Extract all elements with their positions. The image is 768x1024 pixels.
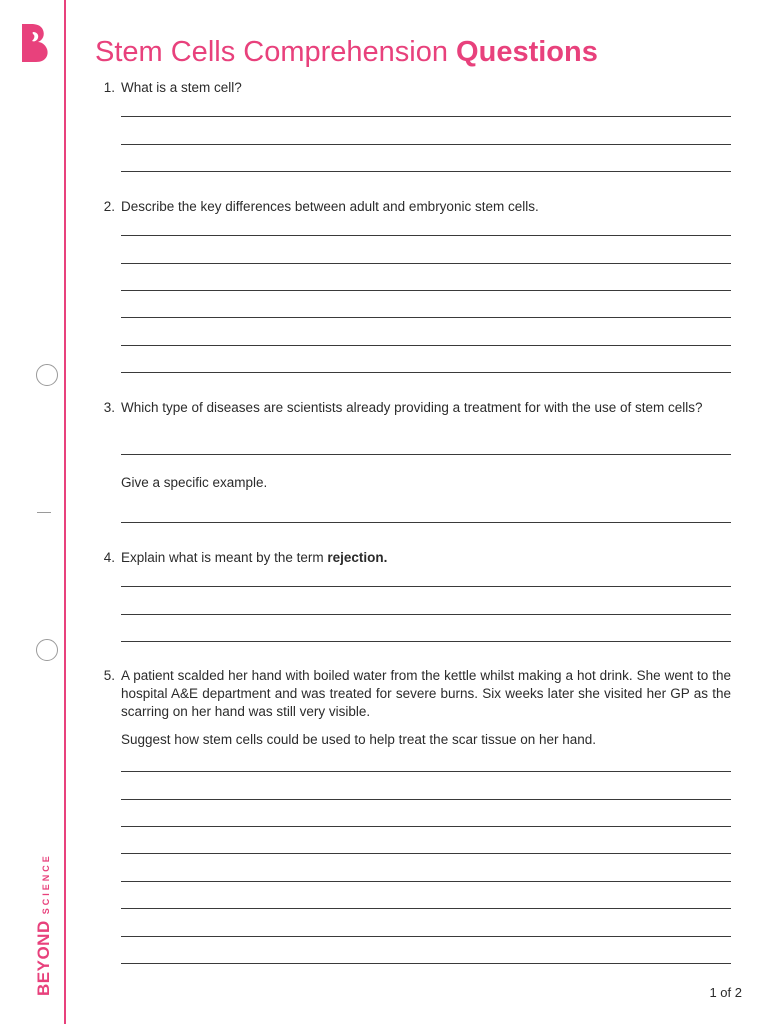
title-bold: Questions	[456, 36, 598, 68]
answer-line[interactable]	[121, 235, 731, 236]
brand-main: BEYOND	[34, 920, 53, 996]
answer-line[interactable]	[121, 372, 731, 373]
answer-line[interactable]	[121, 936, 731, 937]
question-text: What is a stem cell?	[121, 80, 242, 95]
answer-line[interactable]	[121, 908, 731, 909]
answer-line[interactable]	[121, 317, 731, 318]
question-followup: Give a specific example.	[121, 475, 268, 490]
margin-line	[64, 0, 66, 1024]
answer-line[interactable]	[121, 116, 731, 117]
answer-line[interactable]	[121, 641, 731, 642]
answer-line[interactable]	[121, 522, 731, 523]
question-5	[95, 667, 731, 721]
punch-hole-icon	[36, 639, 58, 661]
answer-line[interactable]	[121, 171, 731, 172]
answer-line[interactable]	[121, 290, 731, 291]
question-number: 5.	[103, 668, 115, 683]
question-text	[121, 549, 731, 567]
answer-line[interactable]	[121, 963, 731, 964]
page-number: 1 of 2	[709, 985, 742, 1000]
answer-line[interactable]	[121, 263, 731, 264]
fold-mark	[37, 512, 51, 513]
question-text: Describe the key differences between adult and embryonic stem cells.	[121, 199, 539, 214]
title-light: Stem Cells Comprehension	[95, 36, 448, 68]
answer-line[interactable]	[121, 853, 731, 854]
question-text-start: Explain what is meant by the term	[121, 550, 328, 565]
question-text: A patient scalded her hand with boiled water from the kettle whilst making a hot drink. She went to the hospital A&E department and was treated for severe burns. Six weeks later she visited her GP as the scarring on her hand was still very visible.	[121, 668, 731, 719]
question-followup: Suggest how stem cells could be used to help treat the scar tissue on her hand.	[121, 732, 597, 747]
answer-line[interactable]	[121, 614, 731, 615]
brand-sub: SCIENCE	[41, 853, 51, 915]
punch-hole-icon	[36, 364, 58, 386]
answer-line[interactable]	[121, 345, 731, 346]
question-number: 2.	[103, 199, 115, 214]
question-number: 4.	[103, 550, 115, 565]
question-number: 1.	[103, 80, 115, 95]
answer-line[interactable]	[121, 586, 731, 587]
page-title	[95, 36, 598, 69]
beyond-logo-icon	[16, 22, 50, 64]
answer-line[interactable]	[121, 826, 731, 827]
answer-line[interactable]	[121, 144, 731, 145]
answer-line[interactable]	[121, 881, 731, 882]
brand-wordmark	[34, 853, 54, 996]
answer-line[interactable]	[121, 799, 731, 800]
question-text: Which type of diseases are scientists already providing a treatment for with the use of stem cells?	[121, 400, 703, 415]
question-number: 3.	[103, 400, 115, 415]
question-3	[95, 399, 731, 435]
answer-line[interactable]	[121, 454, 731, 455]
question-keyword: rejection.	[327, 550, 388, 565]
answer-line[interactable]	[121, 771, 731, 772]
